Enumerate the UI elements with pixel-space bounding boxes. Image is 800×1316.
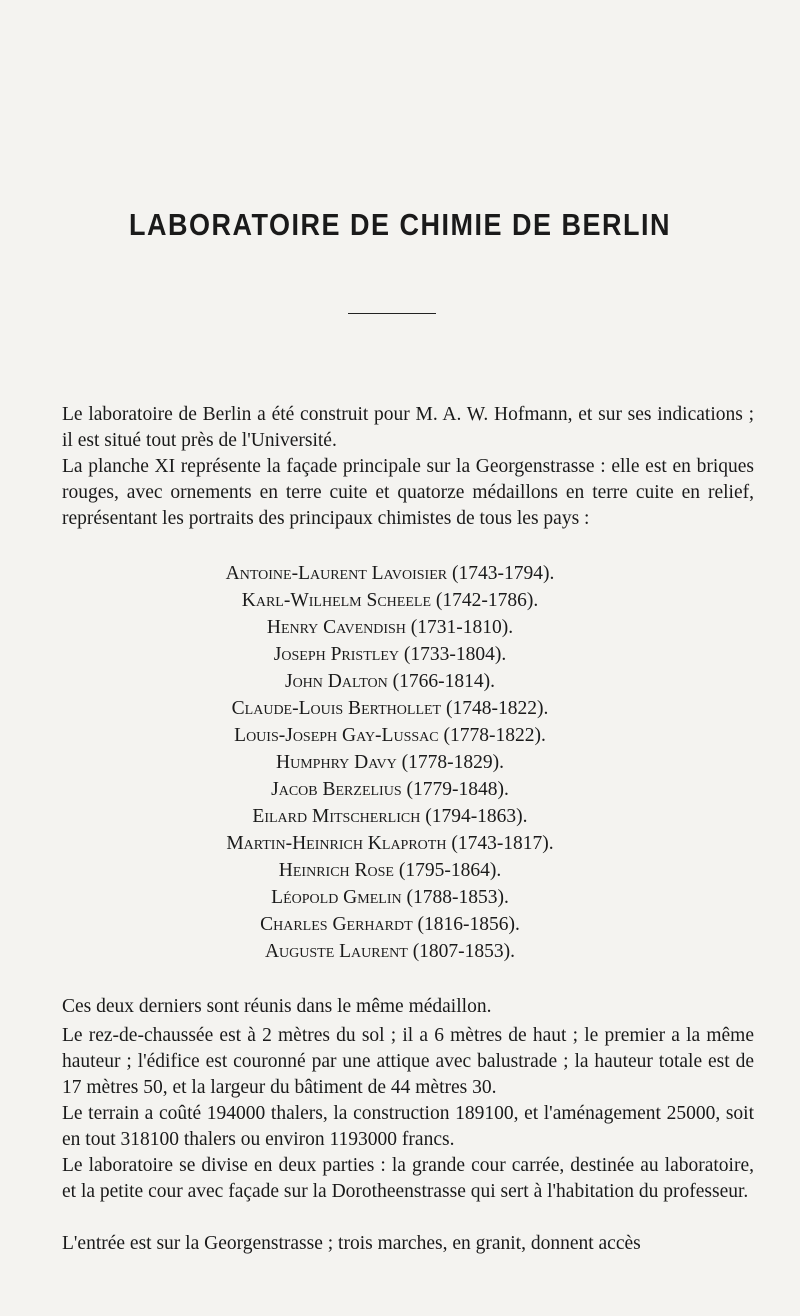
chemist-entry: Henry Cavendish (1731-1810). (266, 617, 514, 638)
paragraph-facade (40, 454, 754, 532)
paragraph-text: Le rez-de-chaussée est à 2 mètres du sol ; il a 6 mètres de haut ; le premier a la même hauteur ; l'édifice est couronné par une attique avec balustrade ; la hauteur totale est de 17 mètres 50, et la largeur du bâtiment de 44 mètres 30. (62, 1025, 754, 1098)
paragraph-text: Le terrain a coûté 194000 thalers, la construction 189100, et l'aménagement 25000, soit en tout 318100 thalers ou environ 1193000 francs. (62, 1103, 754, 1150)
page-title: LABORATOIRE DE CHIMIE DE BERLIN (128, 208, 672, 242)
paragraph-text: La planche XI représente la façade principale sur la Georgenstrasse : elle est en briques rouges, avec ornements en terre cuite et quatorze médaillons en terre cuite en relief, représentant les portraits des principaux chimistes de tous les pays : (62, 456, 754, 529)
chemist-entry: Auguste Laurent (1807-1853). (264, 941, 516, 962)
chemist-entry: Humphry Davy (1778-1829). (276, 752, 504, 773)
paragraph-entrance (40, 1231, 754, 1257)
paragraph-medallion (40, 994, 754, 1020)
paragraph-dimensions (40, 1023, 754, 1101)
paragraph-intro (40, 402, 754, 454)
paragraph-text: Le laboratoire de Berlin a été construit pour M. A. W. Hofmann, et sur ses indications ; il est situé tout près de l'Université. (62, 404, 754, 451)
paragraph-divisions (40, 1153, 754, 1205)
chemist-entry: Martin-Heinrich Klaproth (1743-1817). (226, 833, 554, 854)
chemist-entry: Joseph Pristley (1733-1804). (273, 644, 507, 665)
chemist-entry: Antoine-Laurent Lavoisier (1743-1794). (225, 563, 555, 584)
paragraph-text: Le laboratoire se divise en deux parties : la grande cour carrée, destinée au laboratoire, et la petite cour avec façade sur la Dorotheenstrasse qui sert à l'habitation du professeur. (62, 1155, 754, 1202)
paragraph-costs (40, 1101, 754, 1153)
paragraph-text: Ces deux derniers sont réunis dans le même médaillon. (62, 996, 492, 1017)
title-divider (348, 313, 436, 314)
chemist-entry: Charles Gerhardt (1816-1856). (260, 914, 520, 935)
chemist-entry: John Dalton (1766-1814). (284, 671, 495, 692)
chemist-entry: Claude-Louis Berthollet (1748-1822). (231, 698, 549, 719)
chemist-entry: Heinrich Rose (1795-1864). (278, 860, 502, 881)
chemist-entry: Eilard Mitscherlich (1794-1863). (252, 806, 528, 827)
chemist-entry: Jacob Berzelius (1779-1848). (271, 779, 509, 800)
chemist-entry: Karl-Wilhelm Scheele (1742-1786). (241, 590, 539, 611)
chemist-entry: Léopold Gmelin (1788-1853). (271, 887, 509, 908)
paragraph-text: L'entrée est sur la Georgenstrasse ; trois marches, en granit, donnent accès (62, 1233, 641, 1254)
chemists-list (0, 560, 780, 965)
chemist-entry: Louis-Joseph Gay-Lussac (1778-1822). (234, 725, 546, 746)
